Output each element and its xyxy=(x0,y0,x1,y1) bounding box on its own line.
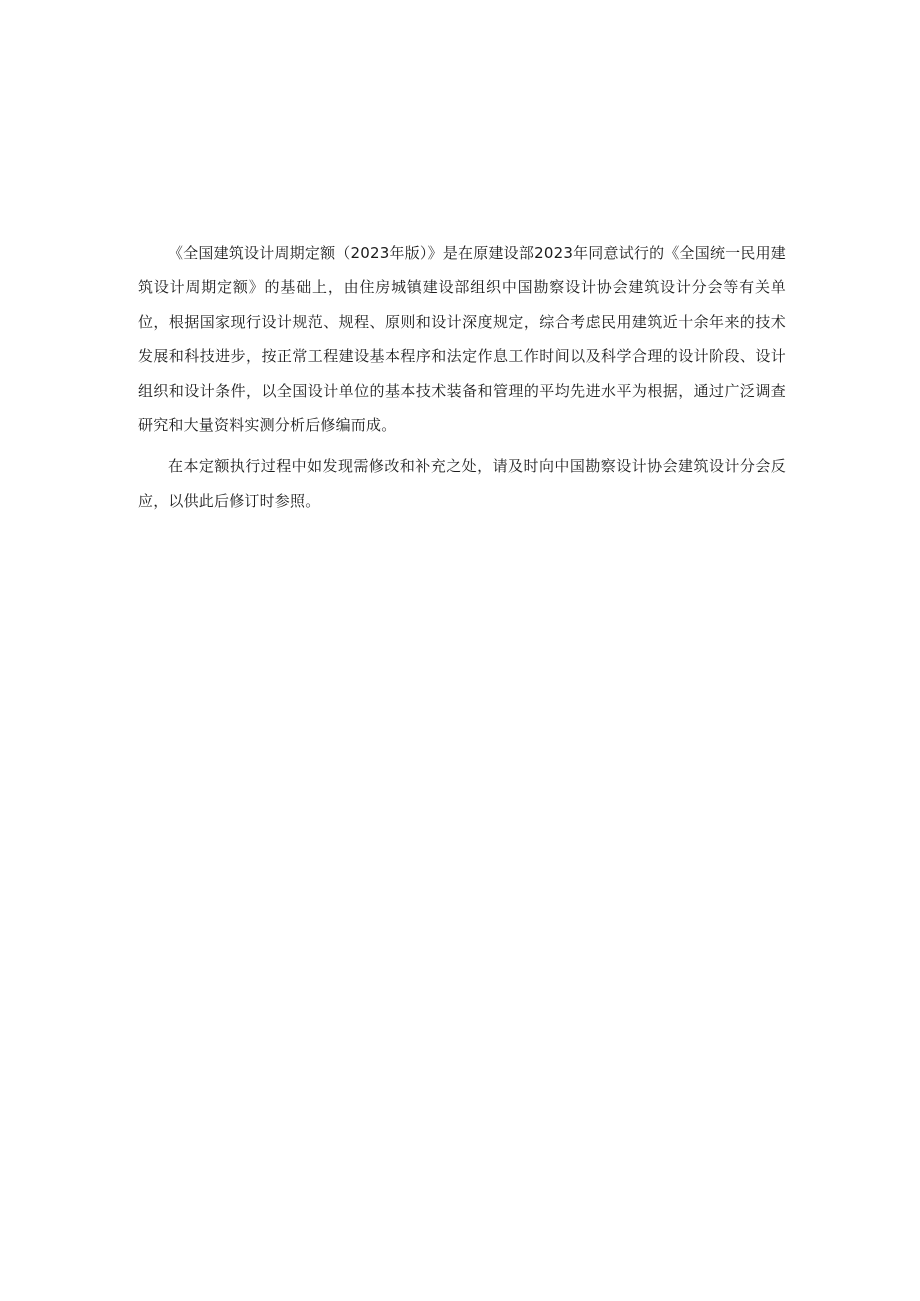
paragraph-feedback: 在本定额执行过程中如发现需修改和补充之处，请及时向中国勘察设计协会建筑设计分会反应，以供此后修订时参照。 xyxy=(138,457,786,510)
paragraph-preface: 《全国建筑设计周期定额（2023年版）》是在原建设部2023年同意试行的《全国统一民用建筑设计周期定额》的基础上，由住房城镇建设部组织中国勘察设计协会建筑设计分会等有关单位，根据国家现行设计规范、规程、原则和设计深度规定，综合考虑民用建筑近十余年来的技术发展和科技进步，按正常工程建设基本程序和法定作息工作时间以及科学合理的设计阶段、设计组织和设计条件，以全国设计单位的基本技术装备和管理的平均先进水平为根据，通过广泛调查研究和大量资料实测分析后修编而成。 xyxy=(138,244,786,435)
document-body xyxy=(138,236,786,518)
